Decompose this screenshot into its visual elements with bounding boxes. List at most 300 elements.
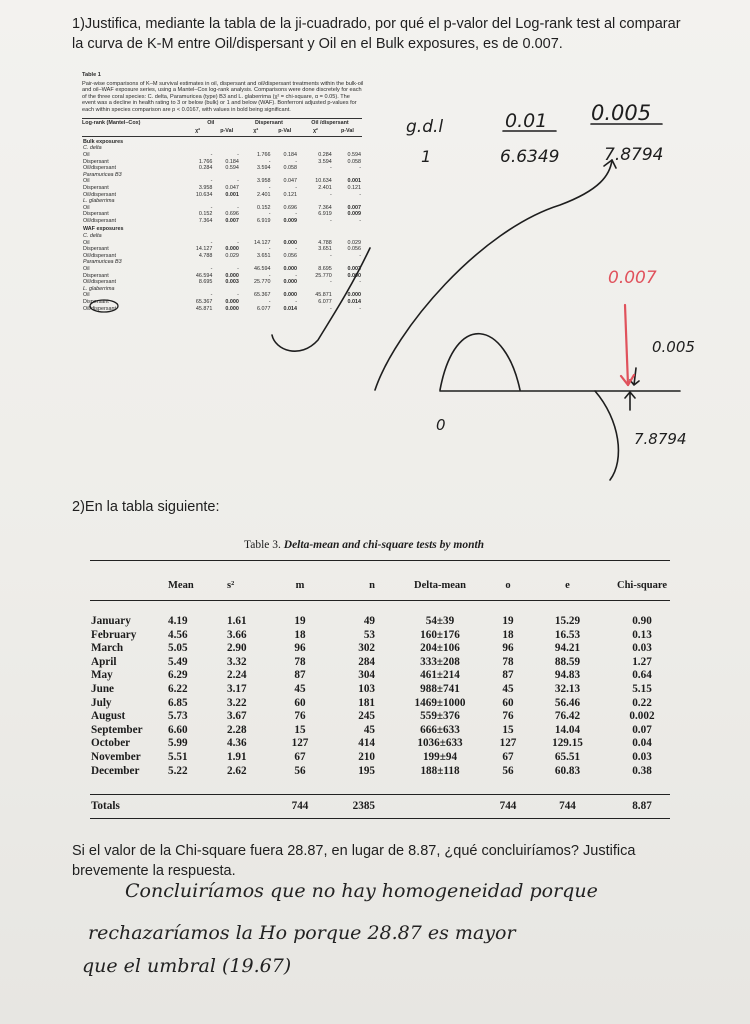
cell-n: 45 bbox=[363, 723, 375, 736]
table-1-cell: 0.007 bbox=[225, 217, 239, 224]
answer-line-1: Concluiríamos que no hay homogeneidad porque bbox=[125, 880, 598, 902]
table-1-cell: - bbox=[330, 305, 332, 312]
cell-e: 16.53 bbox=[554, 628, 581, 641]
cell-chi-square: 0.22 bbox=[632, 696, 652, 709]
table-1-cell: 0.029 bbox=[225, 252, 239, 259]
table-1-cell: 46.594 bbox=[195, 272, 213, 279]
cell-m: 56 bbox=[294, 764, 306, 777]
table-1-cell: 0.047 bbox=[283, 178, 297, 185]
cell-e: 65.51 bbox=[554, 751, 581, 763]
th-e: e bbox=[565, 580, 570, 591]
table-1-cell: 14.127 bbox=[195, 246, 213, 253]
table-1-cell: - bbox=[268, 299, 271, 305]
cell-n: 53 bbox=[363, 628, 375, 641]
table-1-cell: - bbox=[359, 191, 361, 198]
table-1-subheader: p-Val bbox=[220, 128, 234, 135]
cell-chi-square: 0.03 bbox=[632, 751, 652, 763]
table-1-cell: 0.056 bbox=[347, 246, 361, 253]
table-1-cell: 0.058 bbox=[347, 158, 361, 165]
cell-s2: 3.32 bbox=[227, 655, 247, 668]
table-1-cell: 0.009 bbox=[347, 211, 361, 218]
cell-delta-mean: 1469±1000 bbox=[414, 696, 466, 709]
table-1-cell: 3.651 bbox=[318, 246, 332, 253]
table-1-header-oil-dispersant: Oil /dispersant bbox=[311, 119, 349, 126]
table-1-cell: 1.766 bbox=[257, 151, 271, 158]
cell-o: 19 bbox=[502, 615, 514, 627]
table-1-cell: - bbox=[330, 279, 332, 286]
table-1-row-label: Dispersant bbox=[83, 184, 109, 191]
cell-s2: 2.24 bbox=[227, 669, 247, 682]
table-1-row-label: Dispersant bbox=[83, 299, 109, 305]
table-1-row-label: Dispersant bbox=[83, 272, 109, 279]
totals-n: 2385 bbox=[352, 800, 375, 812]
totals-chi-square: 8.87 bbox=[632, 800, 652, 812]
table-1-cell: - bbox=[295, 158, 297, 165]
cell-o: 67 bbox=[502, 751, 514, 763]
cell-delta-mean: 461±214 bbox=[420, 669, 460, 682]
hw-alpha-001: 0.01 bbox=[505, 110, 548, 132]
th-chi-square: Chi-square bbox=[617, 580, 667, 591]
cell-month: October bbox=[91, 737, 131, 750]
table-row bbox=[90, 642, 670, 655]
table-1-row-label: Oil bbox=[83, 266, 90, 273]
cell-m: 19 bbox=[294, 615, 306, 627]
table-1-cell: 3.594 bbox=[257, 165, 271, 172]
cell-n: 245 bbox=[358, 710, 375, 723]
cell-m: 67 bbox=[294, 751, 306, 763]
cell-mean: 5.49 bbox=[168, 655, 188, 668]
hw-df: 1 bbox=[421, 147, 432, 166]
table-1-cell: - bbox=[268, 158, 271, 165]
cell-s2: 3.22 bbox=[227, 696, 247, 709]
table-1-cell: - bbox=[359, 217, 361, 224]
table-1-row-label: Dispersant bbox=[83, 246, 109, 253]
table-1-subheader: χ² bbox=[253, 128, 259, 135]
table-1-header-dispersant: Dispersant bbox=[255, 119, 283, 126]
table-1-cell: - bbox=[210, 151, 213, 158]
table-1-cell: 0.184 bbox=[283, 151, 297, 158]
table-1-cell: - bbox=[295, 184, 297, 191]
cell-s2: 4.36 bbox=[227, 737, 247, 750]
cell-e: 76.42 bbox=[554, 710, 581, 723]
table-1-cell: 10.634 bbox=[315, 178, 332, 185]
cell-mean: 5.99 bbox=[168, 737, 188, 750]
cell-delta-mean: 199±94 bbox=[422, 751, 458, 763]
cell-o: 87 bbox=[502, 669, 514, 682]
cell-delta-mean: 333±208 bbox=[420, 655, 460, 668]
cell-s2: 2.90 bbox=[227, 642, 247, 655]
table-1-cell: 0.696 bbox=[225, 211, 239, 218]
table-1-cell: 6.077 bbox=[257, 305, 271, 312]
cell-e: 56.46 bbox=[554, 696, 581, 709]
table-3-top-rule bbox=[90, 560, 670, 561]
table-1-cell: 0.001 bbox=[347, 178, 361, 185]
table-1-cell: 0.014 bbox=[283, 305, 297, 312]
table-1-cell: - bbox=[237, 178, 239, 185]
table-3-caption-text: Delta-mean and chi-square tests by month bbox=[283, 539, 485, 551]
th-n: n bbox=[369, 580, 375, 591]
table-1-cell: 0.000 bbox=[225, 246, 239, 253]
cell-month: February bbox=[91, 628, 137, 641]
th-o: o bbox=[505, 580, 511, 591]
th-m: m bbox=[295, 580, 305, 591]
table-1-cell: - bbox=[237, 292, 239, 299]
table-1-cell: 8.695 bbox=[318, 266, 332, 273]
cell-e: 129.15 bbox=[552, 737, 583, 750]
table-1-cell: - bbox=[210, 204, 213, 211]
table-1-cell: 0.009 bbox=[283, 217, 297, 224]
cell-e: 32.13 bbox=[554, 683, 581, 695]
table-1-cell: 7.364 bbox=[318, 204, 332, 211]
table-1-cell: - bbox=[268, 272, 271, 279]
cell-e: 88.59 bbox=[554, 655, 581, 668]
table-1-cell: 0.058 bbox=[283, 165, 297, 172]
cell-e: 14.04 bbox=[554, 723, 581, 736]
table-row bbox=[90, 683, 670, 696]
cell-month: August bbox=[91, 710, 126, 723]
table-1-cell: - bbox=[237, 204, 239, 211]
cell-delta-mean: 1036±633 bbox=[417, 737, 463, 750]
table-1-cell: 0.152 bbox=[257, 204, 271, 211]
cell-e: 15.29 bbox=[554, 615, 581, 627]
table-1-cell: 0.152 bbox=[198, 211, 213, 218]
cell-month: July bbox=[91, 696, 112, 709]
table-1-cell: - bbox=[359, 165, 361, 172]
th-delta-mean: Delta-mean bbox=[414, 580, 466, 591]
table-3-totals-row bbox=[90, 800, 670, 813]
table-1-row-label: Oil/dispersant bbox=[83, 165, 116, 172]
table-1-cell: - bbox=[210, 178, 213, 185]
table-1-cell: 0.003 bbox=[347, 266, 361, 273]
table-1-cell: 0.000 bbox=[283, 292, 297, 299]
table-1-cell: 0.000 bbox=[225, 272, 239, 279]
cell-m: 78 bbox=[294, 655, 306, 668]
cell-s2: 3.17 bbox=[227, 683, 247, 695]
table-1-cell: 6.919 bbox=[318, 211, 332, 218]
table-1-row-label: Oil/dispersant bbox=[83, 191, 116, 198]
hw-bracket-curve bbox=[272, 248, 370, 351]
table-1-cell: 0.000 bbox=[347, 272, 361, 279]
table-1-cell: 25.770 bbox=[315, 272, 332, 279]
cell-n: 103 bbox=[358, 683, 375, 695]
table-1-cell: - bbox=[330, 217, 332, 224]
cell-chi-square: 0.38 bbox=[632, 764, 652, 777]
table-row bbox=[90, 751, 670, 764]
table-3-header-row bbox=[90, 580, 670, 593]
cell-n: 195 bbox=[358, 764, 375, 777]
hw-pvalue-red: 0.007 bbox=[608, 268, 657, 288]
hw-circle-7364 bbox=[90, 300, 118, 312]
question-3-text: Si el valor de la Chi-square fuera 28.87, en lugar de 8.87, ¿qué concluiríamos? Justifica brevemente la respuesta. bbox=[72, 843, 636, 879]
question-2-text: 2)En la tabla siguiente: bbox=[72, 499, 220, 515]
table-1-cell: - bbox=[330, 252, 332, 259]
table-1-row-label: Oil bbox=[83, 292, 90, 299]
cell-month: June bbox=[91, 683, 115, 695]
table-1-cell: 0.284 bbox=[318, 151, 332, 158]
table-1-cell: 0.594 bbox=[347, 151, 361, 158]
cell-chi-square: 0.13 bbox=[632, 628, 652, 641]
table-1-cell: 3.958 bbox=[198, 184, 213, 191]
hw-crit-66349: 6.6349 bbox=[500, 147, 560, 167]
cell-n: 304 bbox=[358, 669, 375, 682]
table-1-caption: Table 1 bbox=[82, 72, 101, 78]
cell-month: March bbox=[91, 642, 124, 655]
table-1-row-label: Dispersant bbox=[83, 158, 109, 165]
table-1-cell: - bbox=[359, 279, 361, 286]
table-1-section-label: Bulk exposures bbox=[83, 138, 124, 145]
cell-s2: 1.61 bbox=[227, 615, 247, 627]
th-mean: Mean bbox=[168, 580, 194, 591]
cell-month: May bbox=[91, 669, 113, 682]
table-1-row-label: Oil/dispersant bbox=[83, 217, 116, 224]
cell-mean: 6.60 bbox=[168, 723, 188, 736]
th-s2: s² bbox=[227, 580, 235, 591]
table-1-cell: - bbox=[359, 252, 361, 259]
cell-delta-mean: 54±39 bbox=[425, 615, 455, 627]
table-1-cell: 6.919 bbox=[257, 217, 271, 224]
cell-o: 18 bbox=[502, 628, 514, 641]
hw-up-arrow bbox=[625, 392, 635, 410]
table-1-cell: 3.594 bbox=[318, 158, 332, 165]
table-1-cell: 0.000 bbox=[347, 292, 361, 299]
table-row bbox=[90, 656, 670, 669]
cell-o: 56 bbox=[502, 764, 514, 777]
cell-chi-square: 5.15 bbox=[632, 683, 652, 695]
table-1-species-label: L. glaberrima bbox=[83, 285, 115, 292]
table-1-cell: 0.121 bbox=[283, 191, 297, 198]
table-1-cell: 65.367 bbox=[195, 299, 213, 305]
cell-s2: 3.66 bbox=[227, 628, 247, 641]
handwritten-annotations bbox=[0, 0, 750, 500]
table-1-cell: 0.000 bbox=[225, 299, 239, 305]
table-3-caption-number: Table 3. bbox=[244, 539, 281, 551]
cell-month: January bbox=[91, 615, 131, 627]
cell-month: September bbox=[91, 723, 143, 736]
table-1-cell: 0.047 bbox=[225, 184, 239, 191]
cell-chi-square: 1.27 bbox=[632, 655, 652, 668]
table-1-cell: 45.871 bbox=[195, 305, 213, 312]
table-1-cell: 0.014 bbox=[347, 299, 361, 305]
table-3-bottom-rule bbox=[90, 818, 670, 819]
cell-chi-square: 0.002 bbox=[629, 710, 655, 723]
table-1-species-label: C. delta bbox=[83, 233, 102, 240]
cell-mean: 5.05 bbox=[168, 642, 188, 655]
table-1-cell: 10.634 bbox=[195, 191, 213, 198]
table-1-cell: 4.788 bbox=[198, 252, 213, 259]
cell-m: 127 bbox=[291, 737, 309, 750]
answer-line-2: rechazaríamos la Ho porque 28.87 es mayor bbox=[88, 922, 516, 944]
cell-delta-mean: 988±741 bbox=[420, 683, 460, 695]
cell-o: 60 bbox=[502, 696, 514, 709]
cell-mean: 6.85 bbox=[168, 696, 188, 709]
cell-m: 18 bbox=[294, 628, 306, 641]
table-1-cell: 6.077 bbox=[318, 299, 332, 305]
table-1-cell: 0.000 bbox=[283, 239, 297, 246]
table-1-cell: - bbox=[359, 305, 361, 312]
totals-label: Totals bbox=[91, 800, 120, 812]
cell-n: 284 bbox=[358, 655, 375, 668]
cell-s2: 2.28 bbox=[227, 723, 247, 736]
cell-chi-square: 0.03 bbox=[632, 642, 652, 655]
cell-s2: 3.67 bbox=[227, 710, 247, 723]
cell-m: 60 bbox=[294, 696, 306, 709]
table-1-cell: - bbox=[295, 272, 297, 279]
cell-delta-mean: 666±633 bbox=[420, 723, 460, 736]
table-1-cell: 0.696 bbox=[283, 204, 297, 211]
table-1-cell: 25.770 bbox=[254, 279, 271, 286]
table-3-caption bbox=[244, 539, 484, 551]
cell-n: 181 bbox=[358, 696, 375, 709]
cell-delta-mean: 160±176 bbox=[420, 628, 460, 641]
hw-alpha-0005: 0.005 bbox=[591, 101, 652, 125]
table-1-cell: - bbox=[330, 191, 332, 198]
cell-mean: 6.22 bbox=[168, 683, 188, 695]
table-1-cell: - bbox=[268, 184, 271, 191]
cell-n: 49 bbox=[363, 615, 375, 627]
table-row bbox=[90, 669, 670, 682]
cell-chi-square: 0.07 bbox=[632, 723, 652, 736]
table-1-cell: - bbox=[210, 266, 213, 273]
table-1-cell: - bbox=[210, 292, 213, 299]
hw-zero: 0 bbox=[436, 416, 446, 434]
table-1-cell: - bbox=[295, 299, 297, 305]
cell-m: 87 bbox=[294, 669, 306, 682]
cell-mean: 5.73 bbox=[168, 710, 188, 723]
cell-chi-square: 0.04 bbox=[632, 737, 652, 750]
cell-m: 45 bbox=[294, 683, 306, 695]
totals-e: 744 bbox=[559, 800, 576, 812]
table-1-cell: 0.000 bbox=[283, 266, 297, 273]
table-1-species-label: L. glaberrima bbox=[83, 198, 115, 205]
cell-delta-mean: 188±118 bbox=[420, 764, 460, 777]
totals-o: 744 bbox=[499, 800, 517, 812]
cell-mean: 4.56 bbox=[168, 628, 188, 641]
hw-hump bbox=[440, 334, 520, 390]
hw-p005: 0.005 bbox=[652, 338, 695, 356]
cell-o: 78 bbox=[502, 655, 514, 668]
table-3-totals-rule bbox=[90, 794, 670, 795]
cell-mean: 5.51 bbox=[168, 751, 188, 763]
table-1-cell: 0.007 bbox=[347, 204, 361, 211]
cell-m: 15 bbox=[294, 723, 306, 736]
table-row bbox=[90, 697, 670, 710]
cell-chi-square: 0.64 bbox=[632, 669, 652, 682]
table-1-cell: 1.766 bbox=[198, 158, 213, 165]
cell-o: 45 bbox=[502, 683, 514, 695]
cell-o: 15 bbox=[502, 723, 514, 736]
table-1-row-label: Oil/dispersant bbox=[83, 305, 116, 312]
table-1-subheader: χ² bbox=[312, 128, 318, 135]
table-1-cell: - bbox=[330, 165, 332, 172]
table-1-cell: 14.127 bbox=[254, 239, 271, 246]
cell-s2: 2.62 bbox=[227, 764, 247, 777]
cell-n: 414 bbox=[358, 737, 375, 750]
table-1-cell: 0.184 bbox=[225, 158, 239, 165]
cell-e: 94.83 bbox=[554, 669, 581, 682]
answer-line-3: que el umbral (19.67) bbox=[82, 955, 292, 977]
table-1-row-label: Oil bbox=[83, 204, 90, 211]
table-row bbox=[90, 724, 670, 737]
table-1-species-label: Paramuricea B3 bbox=[83, 171, 122, 178]
table-1-cell: - bbox=[237, 266, 239, 273]
table-3-header-rule bbox=[90, 600, 670, 601]
table-1-cell: 4.788 bbox=[318, 239, 332, 246]
table-1-cell: 0.121 bbox=[347, 184, 361, 191]
cell-o: 127 bbox=[499, 737, 517, 750]
hw-down-arrow bbox=[630, 368, 639, 385]
table-1-row-label: Oil/dispersant bbox=[83, 252, 116, 259]
table-1-cell: 65.367 bbox=[254, 292, 271, 299]
cell-delta-mean: 559±376 bbox=[420, 710, 460, 723]
cell-month: December bbox=[91, 764, 140, 777]
cell-month: April bbox=[91, 655, 117, 668]
table-1-row-label: Oil bbox=[83, 239, 90, 246]
cell-mean: 5.22 bbox=[168, 764, 188, 777]
table-1-cell: 0.001 bbox=[225, 191, 239, 198]
hw-tail bbox=[595, 391, 618, 480]
table-1-cell: 0.000 bbox=[225, 305, 239, 312]
table-1-row-label: Oil bbox=[83, 178, 90, 185]
totals-m: 744 bbox=[291, 800, 309, 812]
hw-crit-78794: 7.8794 bbox=[604, 145, 664, 165]
cell-e: 94.21 bbox=[554, 642, 581, 655]
table-1-header-oil: Oil bbox=[207, 119, 215, 126]
table-1-cell: - bbox=[237, 239, 239, 246]
table-1-row-label: Oil/dispersant bbox=[83, 279, 116, 286]
table-1-cell: 0.284 bbox=[198, 165, 213, 172]
table-1-header-logrank: Log-rank (Mantel–Cox) bbox=[82, 119, 141, 126]
table-1-species-label: Paramuricea B3 bbox=[83, 259, 122, 266]
table-1-cell: - bbox=[295, 211, 297, 218]
table-1-cell: 2.401 bbox=[318, 184, 332, 191]
cell-e: 60.83 bbox=[554, 764, 581, 777]
table-1-cell: 3.958 bbox=[257, 178, 271, 185]
table-1-cell: 7.364 bbox=[198, 217, 213, 224]
table-1-cell: 2.401 bbox=[257, 191, 271, 198]
table-1-cell: - bbox=[237, 151, 239, 158]
cell-mean: 6.29 bbox=[168, 669, 188, 682]
cell-o: 76 bbox=[502, 710, 514, 723]
hw-gdl: g.d.l bbox=[406, 117, 444, 137]
table-1-cell: - bbox=[268, 211, 271, 218]
cell-m: 96 bbox=[294, 642, 306, 655]
table-1-cell: 0.056 bbox=[283, 252, 297, 259]
table-1-cell: 0.003 bbox=[225, 279, 239, 286]
table-1-cell: 3.651 bbox=[257, 252, 271, 259]
cell-n: 210 bbox=[358, 751, 375, 763]
table-1-section-label: WAF exposures bbox=[83, 226, 124, 233]
table-row bbox=[90, 629, 670, 642]
table-1-species-label: C. delta bbox=[83, 145, 102, 152]
table-1-subheader: χ² bbox=[195, 128, 201, 135]
table-1-row-label: Oil bbox=[83, 151, 90, 158]
table-1-cell: 0.000 bbox=[283, 279, 297, 286]
table-1-cell: 45.871 bbox=[315, 292, 332, 299]
table-1-cell: 46.594 bbox=[254, 266, 271, 273]
table-1-row-label: Dispersant bbox=[83, 211, 109, 218]
table-1-subheader: p-Val bbox=[278, 128, 292, 135]
table-row bbox=[90, 737, 670, 750]
cell-month: November bbox=[91, 751, 141, 763]
cell-m: 76 bbox=[294, 710, 306, 723]
table-row bbox=[90, 615, 670, 628]
table-1-cell: 0.029 bbox=[347, 239, 361, 246]
table-row bbox=[90, 765, 670, 778]
cell-s2: 1.91 bbox=[227, 751, 247, 763]
hw-red-arrow bbox=[625, 305, 628, 385]
table-1-subheader: p-Val bbox=[340, 128, 354, 135]
table-row bbox=[90, 710, 670, 723]
